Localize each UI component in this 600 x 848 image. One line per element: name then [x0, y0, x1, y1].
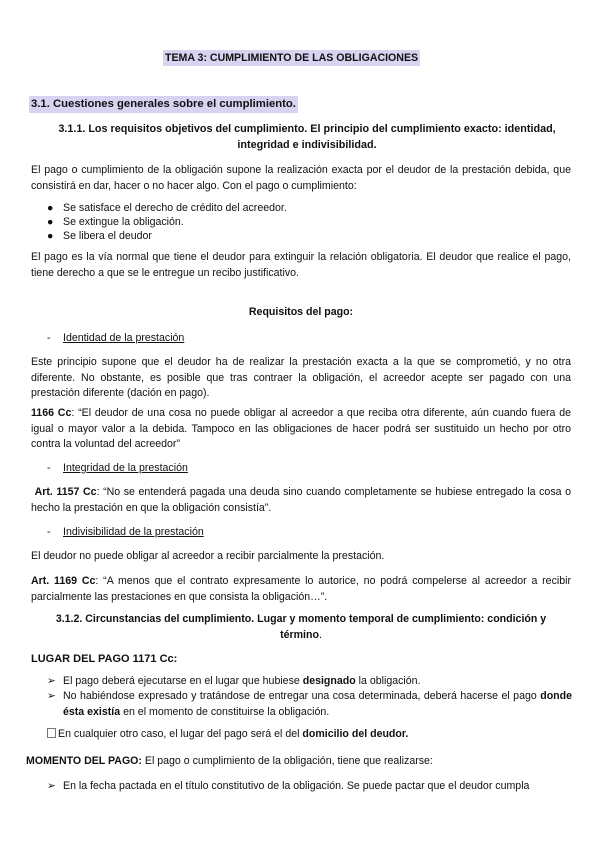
section-3-1-1-heading	[44, 122, 570, 153]
intro-paragraph-2: El pago es la vía normal que tiene el deudor para extinguir la relación obligatoria. El deudor que realice el pago, tiene derecho a que se le entregue un recibo justificativo.	[31, 251, 571, 279]
bullet-text: Se satisface el derecho de crédito del acreedor.	[63, 202, 287, 214]
art-1157-text: : “No se entenderá pagada una deuda sino cuando completamente se hubiese entregado la cosa o hecho la prestación en que la obligación consistía”.	[31, 486, 571, 514]
identidad-paragraph: Este principio supone que el deudor ha de realizar la prestación exacta a la que se comprometió, y no otra diferente. No obstante, es posible que tras contraer la obligación, el acreedor acepte ser pagado con una prestación diferente (dación en pago).	[31, 356, 571, 399]
otro-caso-pre: En cualquier otro caso, el lugar del pago será el del	[58, 728, 303, 740]
checkbox-square-icon	[47, 728, 56, 738]
otro-caso-paragraph	[47, 727, 408, 743]
momento-label: MOMENTO DEL PAGO:	[26, 755, 142, 767]
momento-text: El pago o cumplimiento de la obligación, tiene que realizarse:	[141, 755, 433, 767]
art-1166-paragraph	[31, 406, 571, 453]
art-1157-paragraph	[31, 485, 571, 516]
lugar-item	[47, 674, 572, 690]
bullet-icon: ●	[47, 202, 54, 214]
arrow-icon: ➢	[47, 780, 56, 792]
art-1166-ref: 1166 Cc	[31, 407, 72, 419]
bullet-icon: ●	[47, 216, 54, 228]
section-3-1-2-period: .	[318, 628, 322, 641]
indivisibilidad-label: Indivisibilidad de la prestación	[63, 526, 204, 538]
bullet-text: Se extingue la obligación.	[63, 216, 184, 228]
art-1169-text: : “A menos que el contrato expresamente lo autorice, no podrá compelerse al acreedor a recibir parcialmente las prestaciones en que consista la obligación…”.	[31, 575, 571, 603]
identidad-label: Identidad de la prestación	[63, 332, 185, 344]
art-1166-text: : “El deudor de una cosa no puede obligar al acreedor a que reciba otra diferente, aún cuando fuera de igual o mayor valor a la debida. Tampoco en las obligaciones de hacer podrá ser sustituido un hecho por otro contra la voluntad del acreedor”	[31, 407, 572, 450]
indivisibilidad-paragraph: El deudor no puede obligar al acreedor a recibir parcialmente la prestación.	[31, 550, 385, 562]
integridad-label: Integridad de la prestación	[63, 462, 188, 474]
art-1169-paragraph	[31, 574, 571, 605]
section-3-1-heading: 3.1. Cuestiones generales sobre el cumplimiento.	[29, 96, 298, 113]
page-title: TEMA 3: CUMPLIMIENTO DE LAS OBLIGACIONES	[165, 52, 419, 64]
momento-paragraph	[26, 754, 433, 770]
arrow-icon: ➢	[47, 690, 56, 702]
lugar-item-2-post: en el momento de constituirse la obligación.	[120, 705, 330, 718]
momento-item	[47, 779, 572, 795]
bullet-text: Se libera el deudor	[63, 230, 152, 242]
lugar-item-2-bold: donde ésta existía	[63, 690, 572, 718]
requisitos-heading: Requisitos del pago:	[248, 306, 354, 318]
lugar-item-1-post: la obligación.	[355, 675, 421, 687]
intro-paragraph-1: El pago o cumplimiento de la obligación supone la realización exacta por el deudor de la prestación debida, que consistirá en dar, hacer o no hacer algo. Con el pago o cumplimiento:	[31, 164, 571, 192]
lugar-item	[47, 689, 572, 720]
section-3-1-1-line2: integridad e indivisibilidad.	[237, 138, 377, 151]
momento-item-1: En la fecha pactada en el título constitutivo de la obligación. Se puede pactar que el deudor cumpla	[63, 780, 530, 792]
art-1169-ref: Art. 1169 Cc	[31, 575, 96, 587]
lugar-item-2-pre: No habiéndose expresado y tratándose de entregar una cosa determinada, deberá hacerse el pago	[63, 690, 541, 702]
section-3-1-1-line1: 3.1.1. Los requisitos objetivos del cumplimiento. El principio del cumplimiento exacto: identidad,	[58, 123, 556, 135]
integridad-item: - Integridad de la prestación	[47, 462, 188, 474]
bullet-icon: ●	[47, 230, 54, 242]
indivisibilidad-item: - Indivisibilidad de la prestación	[47, 526, 204, 538]
bullet-item	[47, 229, 152, 245]
lugar-item-1-bold: designado	[302, 675, 356, 687]
lugar-heading: LUGAR DEL PAGO 1171 Cc:	[31, 653, 178, 665]
arrow-icon: ➢	[47, 675, 56, 687]
section-3-1-2-line1: 3.1.2. Circunstancias del cumplimiento. Lugar y momento temporal de cumplimiento: condición y	[55, 613, 547, 625]
lugar-item-1-pre: El pago deberá ejecutarse en el lugar que hubiese	[63, 675, 303, 687]
section-3-1-2-line2: término	[280, 628, 319, 641]
otro-caso-bold: domicilio del deudor.	[302, 728, 409, 740]
art-1157-ref: Art. 1157 Cc	[34, 486, 97, 498]
section-3-1-2-heading	[31, 612, 571, 643]
identidad-item: - Identidad de la prestación	[47, 332, 185, 344]
